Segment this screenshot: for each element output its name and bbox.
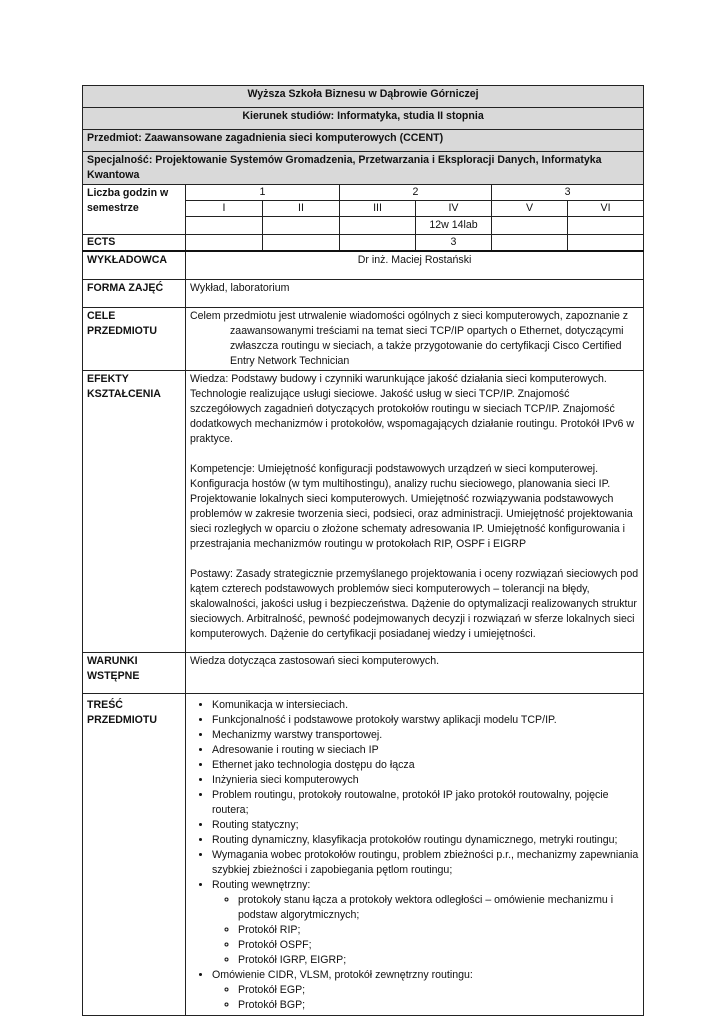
list-item: • Routing statyczny; [212,818,639,833]
list-item-external-routing [212,968,639,1013]
sublist-item: ◦ Protokół OSPF; [238,938,639,953]
list-item: • Ethernet jako technologia dostępu do łącza [212,758,639,773]
ects-sem-5 [492,235,568,252]
prereq-label: WARUNKI WSTĘPNE [83,653,186,694]
ects-sem-6 [568,235,644,252]
goals-label: CELE PRZEDMIOTU [83,308,186,371]
ects-row [83,235,644,252]
hours-label: Liczba godzin w semestrze [83,185,186,235]
list-item-label: Routing wewnętrzny: [212,879,311,891]
semester-2: II [263,201,340,217]
specialty: Specjalność: Projektowanie Systemów Gromadzenia, Przetwarzania i Eksploracji Danych, Informatyka Kwantowa [83,152,644,185]
prereq-row [83,653,644,694]
form-row [83,280,644,308]
form-value: Wykład, laboratorium [186,280,644,308]
subject-title: Przedmiot: Zaawansowane zagadnienia sieci komputerowych (CCENT) [83,130,644,152]
ects-sem-1 [186,235,263,252]
hours-sem-4: 12w 14lab [416,217,492,235]
list-item: • Funkcjonalność i podstawowe protokoły warstwy aplikacji modelu TCP/IP. [212,713,639,728]
syllabus-table [82,85,644,1016]
list-item: • Inżynieria sieci komputerowych [212,773,639,788]
content-label: TREŚĆ PRZEDMIOTU [83,694,186,1016]
content-row [83,694,644,1016]
direction-row [83,108,644,130]
semester-4: IV [416,201,492,217]
sublist-item: ◦ protokoły stanu łącza a protokoły wektora odległości – omówienie mechanizmu i podstaw algorytmicznych; [238,893,639,923]
ects-sem-2 [263,235,340,252]
sublist [212,983,639,1013]
effects-competence: Kompetencje: Umiejętność konfiguracji podstawowych urządzeń w sieci komputerowej. Konfiguracja hostów (w tym multihostingu), analizy ruchu sieciowego, planowania sieci IP. Projektowanie lokalnych sieci komputerowych. Umiejętność rozwiązywania podstawowych problemów w zakresie tworzenia sieci, podsieci, oraz administracji. Umiejętność projektowania sieci rozległych w oparciu o złożone schematy adresowania IP. Umiejętność konfigurowania i przestrajania mechanizmów routingu w protokołach RIP, OSPF i EIGRP [190,463,633,550]
hours-sem-1 [186,217,263,235]
effects-attitudes: Postawy: Zasady strategicznie przemyślanego projektowania i oceny rozwiązań sieciowych pod kątem czterech podstawowych problemów sieci komputerowych – tolerancji na błędy, skalowalności, jakości usług i bezpieczeństwa. Dążenie do optymalizacji realizowanych struktur sieciowych. Arbitralność, pewność podejmowanych decyzji i rozwiązań w sferze lokalnych sieci komputerowych. Dążenie do certyfikacji posiadanej wiedzy i umiejętności. [190,568,639,640]
sublist-item: ◦ Protokół IGRP, EIGRP; [238,953,639,968]
school-row [83,86,644,108]
lecturer-label: WYKŁADOWCA [83,251,186,280]
form-label: FORMA ZAJĘĆ [83,280,186,308]
hours-sem-2 [263,217,340,235]
list-item: • Wymagania wobec protokołów routingu, problem zbieżności p.r., mechanizmy zapewniania szybkiej zbieżności i zapobiegania pętlom routingu; [212,848,639,878]
list-item: • Mechanizmy warstwy transportowej. [212,728,639,743]
lecturer-row [83,251,644,280]
list-item: • Adresowanie i routing w sieciach IP [212,743,639,758]
ects-sem-3 [340,235,416,252]
sublist [212,893,639,968]
list-item-label: Omówienie CIDR, VLSM, protokół zewnętrzny routingu: [212,969,473,981]
years-row [83,185,644,201]
specialty-row [83,152,644,185]
ects-sem-4: 3 [416,235,492,252]
goals-value: Celem przedmiotu jest utrwalenie wiadomości ogólnych z sieci komputerowych, zapoznanie z zaawansowanymi treściami na temat sieci TCP/IP opartych o Ethernet, dotyczącymi zwłaszcza routingu w sieciach, a także przygotowanie do certyfikacji Cisco Certified Entry Network Technician [190,310,629,367]
hours-sem-5 [492,217,568,235]
study-direction: Kierunek studiów: Informatyka, studia II stopnia [83,108,644,130]
semester-6: VI [568,201,644,217]
hours-sem-3 [340,217,416,235]
list-item: • Komunikacja w intersieciach. [212,698,639,713]
semester-5: V [492,201,568,217]
semester-1: I [186,201,263,217]
ects-label: ECTS [83,235,186,252]
effects-label: EFEKTY KSZTAŁCENIA [83,371,186,653]
sublist-item: ◦ Protokół RIP; [238,923,639,938]
school-name: Wyższa Szkoła Biznesu w Dąbrowie Górniczej [83,86,644,108]
effects-row [83,371,644,653]
lecturer-value: Dr inż. Maciej Rostański [186,251,644,280]
list-item: • Routing dynamiczny, klasyfikacja protokołów routingu dynamicznego, metryki routingu; [212,833,639,848]
sublist-item: ◦ Protokół EGP; [238,983,639,998]
sublist-item: ◦ Protokół BGP; [238,998,639,1013]
year-2: 2 [340,185,492,201]
year-3: 3 [492,185,644,201]
goals-row [83,308,644,371]
list-item: • Problem routingu, protokoły routowalne, protokół IP jako protokół routowalny, pojęcie routera; [212,788,639,818]
hours-sem-6 [568,217,644,235]
year-1: 1 [186,185,340,201]
semester-3: III [340,201,416,217]
subject-row [83,130,644,152]
list-item-internal-routing [212,878,639,968]
effects-knowledge: Wiedza: Podstawy budowy i czynniki warunkujące jakość działania sieci komputerowych. Technologie realizujące usługi sieciowe. Jakość usług w sieci TCP/IP. Znajomość szczegółowych zagadnień dotyczących protokołów routingu w sieciach TCP/IP. Znajomość dodatkowych mechanizmów i protokołów, wspomagających działanie routingu. Protokół IPv6 w praktyce. [190,373,634,445]
prereq-value: Wiedza dotycząca zastosowań sieci komputerowych. [186,653,644,694]
content-list [190,698,639,1013]
